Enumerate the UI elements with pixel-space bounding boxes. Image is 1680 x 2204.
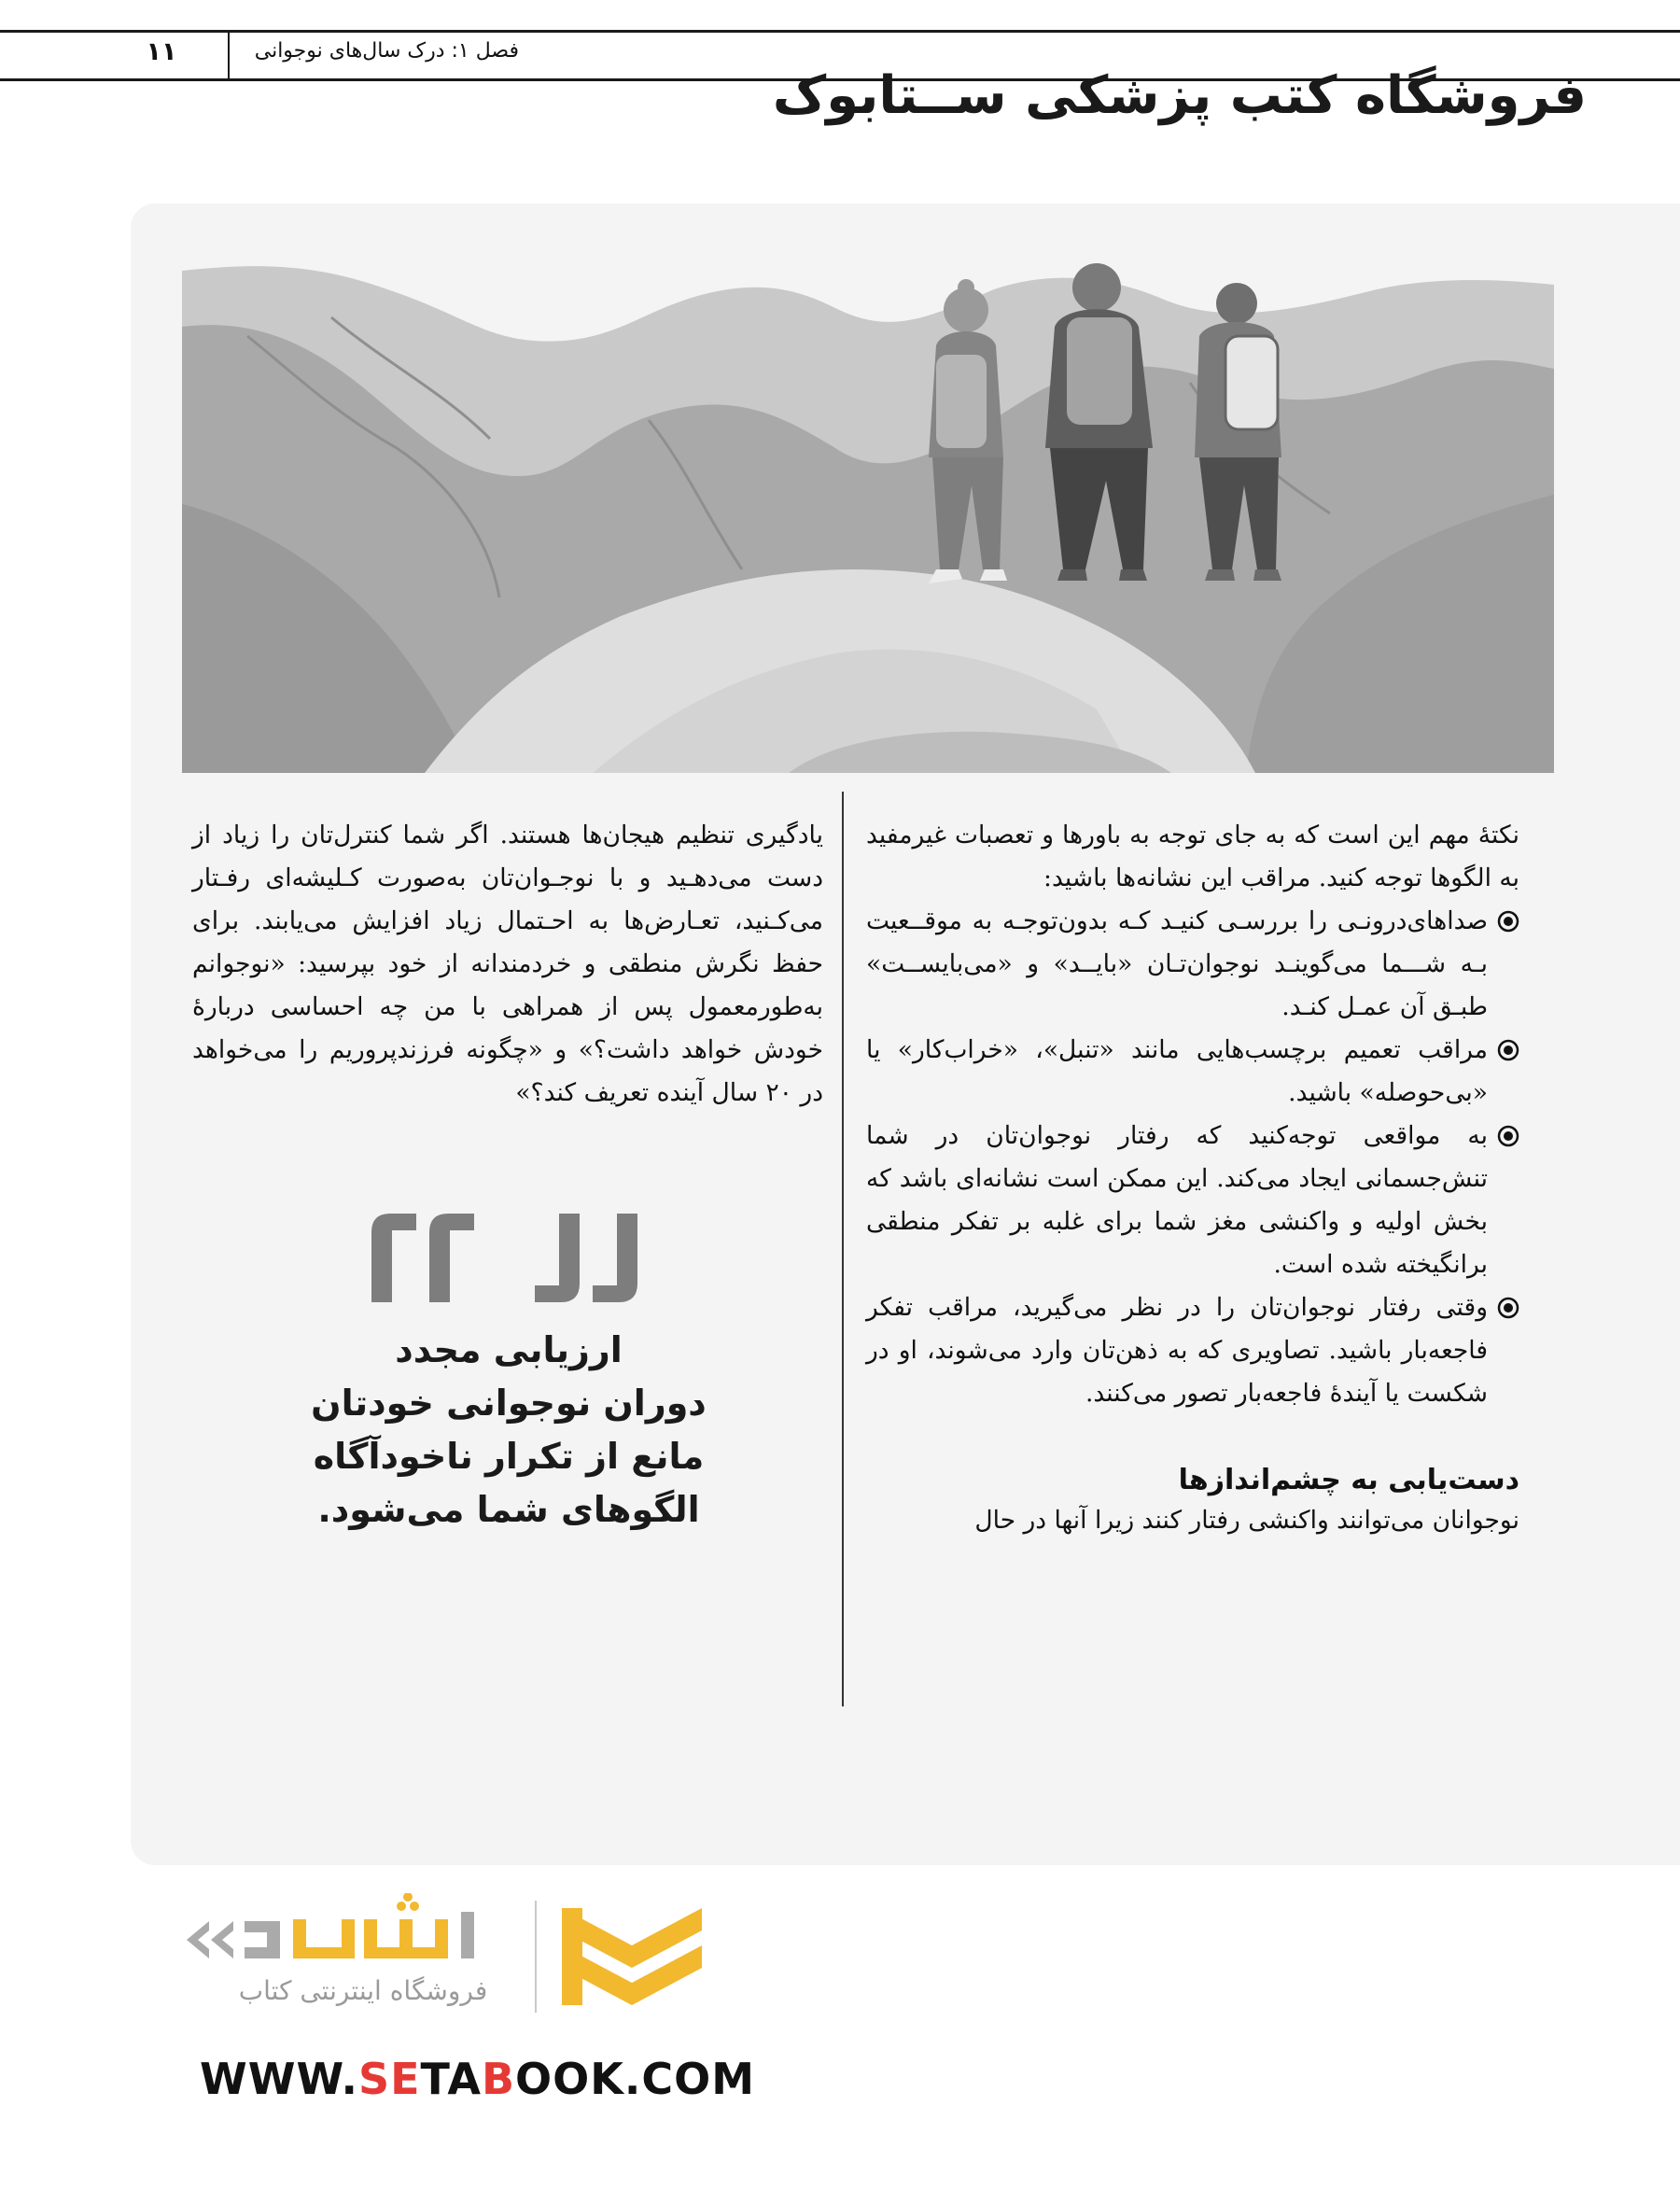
target-bullet-icon: [1497, 1125, 1519, 1147]
bullet-list: [866, 900, 1519, 1415]
bullet-item: [866, 1115, 1519, 1286]
hikers-illustration: [182, 261, 1554, 773]
setabook-chevron-logo-icon: [553, 1901, 711, 2022]
logo-subtitle: فروشگاه اینترنتی کتاب: [238, 1975, 488, 2006]
bullet-text: مراقب تعمیم برچسب‌هایی مانند «تنبل»، «خراب‌کار» یا «بی‌حوصله» باشید.: [866, 1035, 1488, 1107]
page-number: ۱۱: [146, 37, 177, 66]
target-bullet-icon: [1497, 1297, 1519, 1319]
bullet-item: [866, 1029, 1519, 1115]
left-paragraph: یادگیری تنظیم هیجان‌ها هستند. اگر شما کنترل‌تان را زیاد از دست می‌دهـید و با نوجـوان‌تان به‌صورت کـلیشه‌ای رفـتار می‌کـنید، تعـارض‌ها به احـتمال زیاد افزایش می‌یابند. برای حفظ نگرش منطقی و خردمندانه از خود بپرسید: «نوجوانم به‌طورمعمول پس از همراهی با من چه احساسی دربارهٔ خودش خواهد داشت؟» و «چگونه فرزندپروریم را می‌خواهد در ۲۰ سال آینده تعریف کند؟»: [192, 821, 823, 1107]
intro-paragraph: نکتهٔ مهم این است که به جای توجه به باورها و تعصبات غیرمفید به الگوها توجه کنید. مراقب این نشانه‌ها باشید:: [866, 821, 1519, 892]
header-rule-top: [0, 30, 1680, 33]
store-watermark-title: فروشگاه کتب پزشکی ســتابوک: [772, 65, 1587, 126]
bullet-text: صداهای‌درونـی را بررسـی کنیـد کـه بدون‌توجـه به موقــعیت بـه شـــما می‌گوینـد نوجوان‌تـان «بایــد» و «می‌بایســت» طبـق آن عمـل کنـد.: [866, 906, 1488, 1021]
pull-quote-line: دوران نوجوانی خودتان: [311, 1383, 707, 1424]
bullet-text: وقتی رفتار نوجوان‌تان را در نظر می‌گیرید، مراقب تفکر فاجعه‌بار باشید. تصاویری که به ذهن‌تان وارد می‌شوند، او در شکست یا آیندهٔ فاجعه‌بار تصور می‌کنند.: [866, 1293, 1488, 1408]
pull-quote-line: مانع از تکرار ناخودآگاه: [313, 1436, 705, 1477]
pull-quote-line: الگوهای شما می‌شود.: [317, 1489, 700, 1530]
quote-marks-icon: [371, 1214, 637, 1302]
chapter-title: فصل ۱: درک سال‌های نوجوانی: [254, 39, 519, 63]
bullet-text: به مواقعی توجه‌کنید که رفتار نوجوان‌تان در شما تنش‌جسمانی ایجاد می‌کند. این ممکن است نشانه‌ای باشد که بخش اولیه و واکنشی مغز شما برای غلبه بر تفکر منطقی برانگیخته شده است.: [866, 1121, 1488, 1279]
target-bullet-icon: [1497, 910, 1519, 933]
bullet-item: [866, 1286, 1519, 1415]
pull-quote-line: ارزیابی مجدد: [395, 1329, 623, 1370]
column-divider: [842, 792, 844, 1706]
setabook-wordmark-logo: [177, 1893, 521, 1986]
website-url: WWW.SETABOOK.COM: [200, 2054, 755, 2104]
target-bullet-icon: [1497, 1039, 1519, 1061]
logo-separator: [535, 1901, 537, 2013]
section-subheading: دست‌یابی به چشم‌اندازها: [1178, 1464, 1519, 1496]
bullet-item: [866, 900, 1519, 1029]
header-divider: [228, 32, 230, 78]
section-subtext: نوجوانان می‌توانند واکنشی رفتار کنند زیرا آنها در حال: [974, 1506, 1519, 1535]
right-column: [866, 814, 1519, 1542]
pull-quote: [233, 1324, 784, 1537]
left-column: [192, 814, 823, 1115]
